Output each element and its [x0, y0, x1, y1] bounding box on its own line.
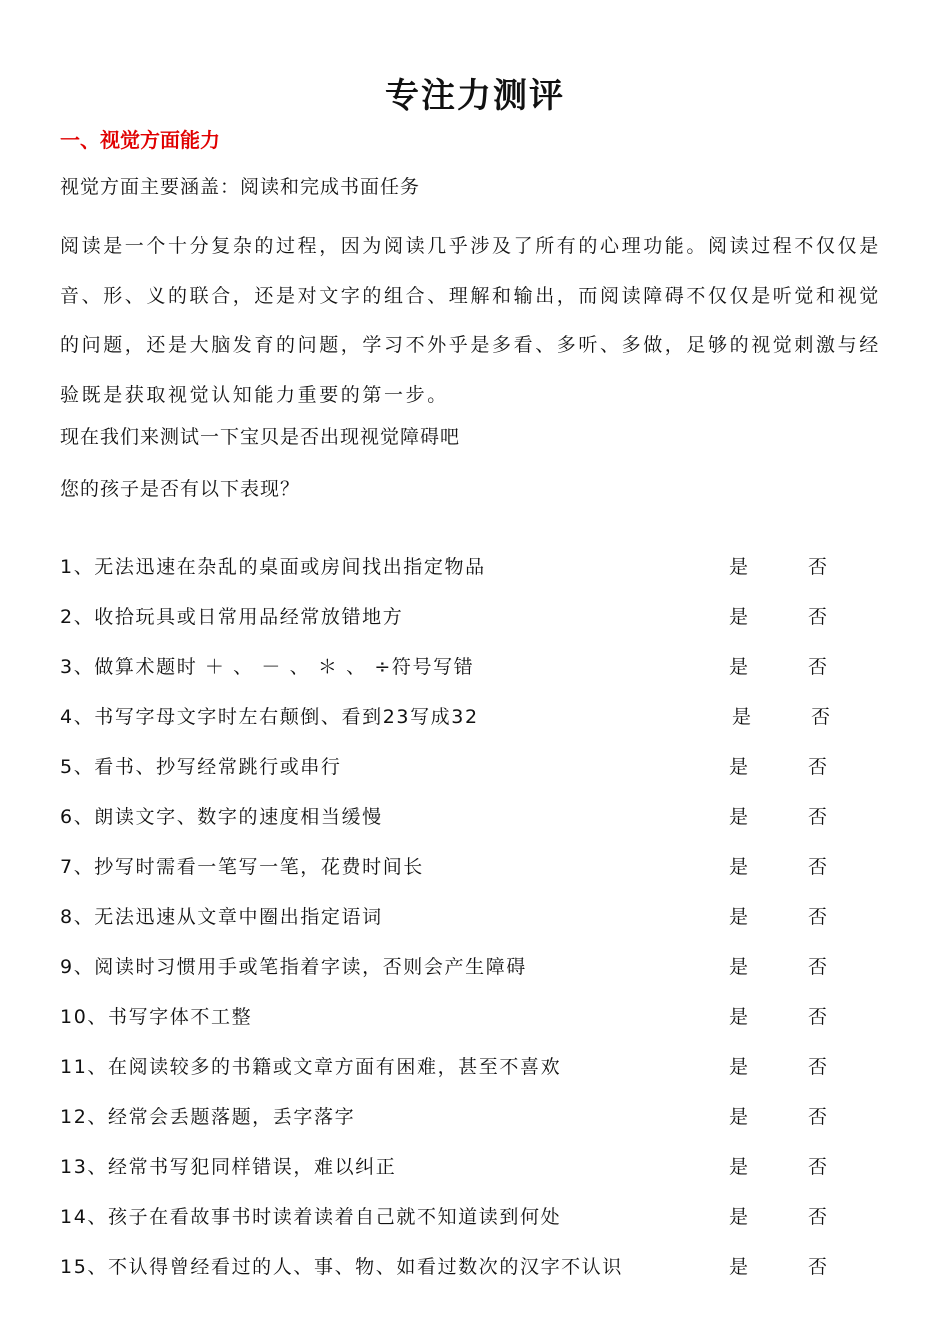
no-option[interactable]: 否 [808, 1106, 828, 1128]
yes-option[interactable]: 是 [729, 1056, 749, 1078]
no-option[interactable]: 否 [808, 656, 828, 678]
question-row [0, 548, 950, 584]
yes-option[interactable]: 是 [729, 1106, 749, 1128]
question-text: 13、经常书写犯同样错误，难以纠正 [60, 1156, 397, 1178]
question-row [0, 748, 950, 784]
section-scope: 视觉方面主要涵盖：阅读和完成书面任务 [60, 176, 421, 198]
question-row [0, 848, 950, 884]
question-text: 12、经常会丢题落题，丢字落字 [60, 1106, 356, 1128]
question-row [0, 1098, 950, 1134]
yes-option[interactable]: 是 [732, 706, 752, 728]
question-text: 15、不认得曾经看过的人、事、物、如看过数次的汉字不认识 [60, 1256, 623, 1278]
question-row [0, 1148, 950, 1184]
yes-option[interactable]: 是 [729, 1156, 749, 1178]
yes-option[interactable]: 是 [729, 906, 749, 928]
question-row [0, 1248, 950, 1284]
question-row [0, 998, 950, 1034]
no-option[interactable]: 否 [808, 1206, 828, 1228]
no-option[interactable]: 否 [808, 606, 828, 628]
question-row [0, 598, 950, 634]
question-row [0, 948, 950, 984]
no-option[interactable]: 否 [808, 1006, 828, 1028]
no-option[interactable]: 否 [808, 956, 828, 978]
question-text: 5、看书、抄写经常跳行或串行 [60, 756, 342, 778]
question-text: 6、朗读文字、数字的速度相当缓慢 [60, 806, 383, 828]
yes-option[interactable]: 是 [729, 956, 749, 978]
question-text: 14、孩子在看故事书时读着读着自己就不知道读到何处 [60, 1206, 562, 1228]
yes-option[interactable]: 是 [729, 856, 749, 878]
question-text: 9、阅读时习惯用手或笔指着字读，否则会产生障碍 [60, 956, 527, 978]
yes-option[interactable]: 是 [729, 606, 749, 628]
question-text: 11、在阅读较多的书籍或文章方面有困难，甚至不喜欢 [60, 1056, 562, 1078]
yes-option[interactable]: 是 [729, 556, 749, 578]
no-option[interactable]: 否 [808, 1256, 828, 1278]
question-text: 1、无法迅速在杂乱的桌面或房间找出指定物品 [60, 556, 486, 578]
no-option[interactable]: 否 [808, 806, 828, 828]
question-row [0, 898, 950, 934]
yes-option[interactable]: 是 [729, 1256, 749, 1278]
page-title: 专注力测评 [385, 76, 565, 116]
no-option[interactable]: 否 [808, 906, 828, 928]
no-option[interactable]: 否 [808, 856, 828, 878]
question-text: 3、做算术题时 ＋ 、 － 、 ＊ 、 ÷符号写错 [60, 656, 475, 678]
question-row [0, 648, 950, 684]
question-text: 10、书写字体不工整 [60, 1006, 253, 1028]
yes-option[interactable]: 是 [729, 806, 749, 828]
no-option[interactable]: 否 [808, 1156, 828, 1178]
question-row [0, 1198, 950, 1234]
question-text: 4、书写字母文字时左右颠倒、看到23写成32 [60, 706, 479, 728]
yes-option[interactable]: 是 [729, 1006, 749, 1028]
yes-option[interactable]: 是 [729, 1206, 749, 1228]
no-option[interactable]: 否 [808, 756, 828, 778]
question-prompt: 您的孩子是否有以下表现？ [60, 478, 301, 500]
yes-option[interactable]: 是 [729, 656, 749, 678]
yes-option[interactable]: 是 [729, 756, 749, 778]
question-row [0, 1048, 950, 1084]
intro-paragraph: 阅读是一个十分复杂的过程，因为阅读几乎涉及了所有的心理功能。阅读过程不仅仅是音、形、义的联合，还是对文字的组合、理解和输出，而阅读障碍不仅仅是听觉和视觉的问题，还是大脑发育的问题，学习不外乎是多看、多听、多做，足够的视觉刺激与经验既是获取视觉认知能力重要的第一步。 [60, 235, 881, 406]
question-text: 8、无法迅速从文章中圈出指定语词 [60, 906, 383, 928]
no-option[interactable]: 否 [811, 706, 831, 728]
test-intro: 现在我们来测试一下宝贝是否出现视觉障碍吧 [60, 426, 461, 448]
question-row [0, 698, 950, 734]
no-option[interactable]: 否 [808, 1056, 828, 1078]
question-text: 7、抄写时需看一笔写一笔，花费时间长 [60, 856, 424, 878]
section-heading: 一、视觉方面能力 [60, 128, 220, 152]
question-row [0, 798, 950, 834]
question-text: 2、收拾玩具或日常用品经常放错地方 [60, 606, 404, 628]
no-option[interactable]: 否 [808, 556, 828, 578]
